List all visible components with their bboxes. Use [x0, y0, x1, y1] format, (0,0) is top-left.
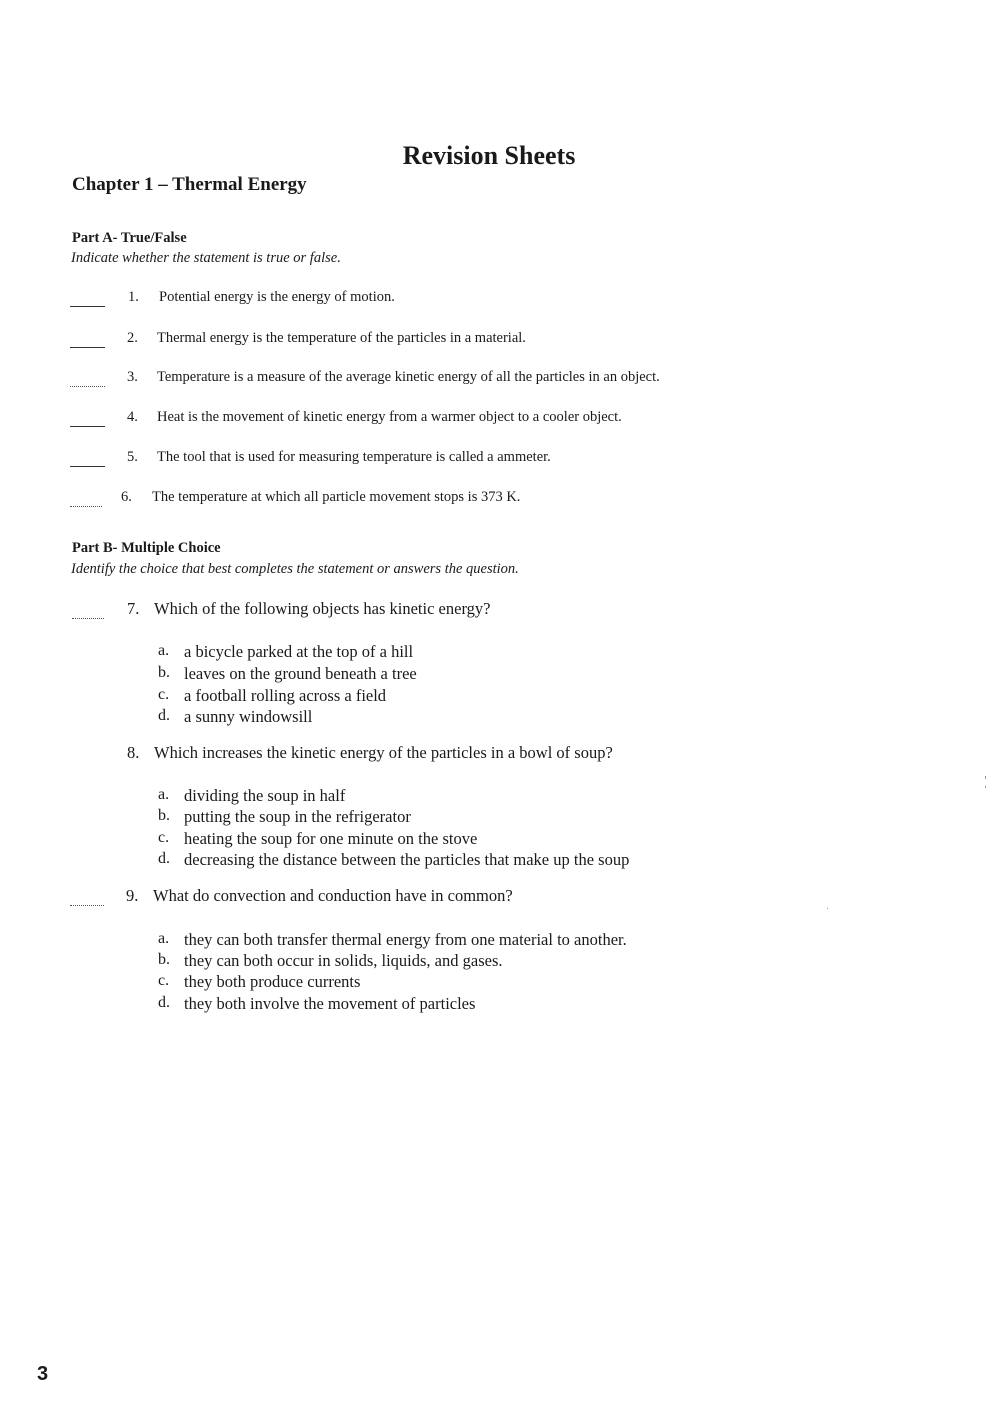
- question-number: 1.: [128, 289, 139, 305]
- answer-blank[interactable]: [70, 306, 105, 307]
- option-letter: b.: [158, 951, 170, 968]
- option-text[interactable]: a bicycle parked at the top of a hill: [184, 642, 414, 661]
- question-text: Which increases the kinetic energy of the particles in a bowl of soup?: [154, 743, 613, 762]
- option-text[interactable]: dividing the soup in half: [184, 786, 346, 805]
- question-number: 6.: [121, 489, 132, 505]
- question-text: The temperature at which all particle movement stops is 373 K.: [152, 489, 521, 505]
- answer-blank[interactable]: [70, 426, 105, 427]
- part-a-instructions: Indicate whether the statement is true or false.: [71, 250, 341, 266]
- answer-blank[interactable]: [70, 347, 105, 348]
- answer-blank[interactable]: [70, 466, 105, 467]
- option-letter: a.: [158, 930, 170, 947]
- question-number: 3.: [127, 369, 138, 385]
- question-number: 5.: [127, 449, 138, 465]
- question-number: 4.: [127, 409, 138, 425]
- question-text: Temperature is a measure of the average kinetic energy of all the particles in an object.: [157, 369, 660, 385]
- answer-blank[interactable]: [72, 618, 104, 619]
- question-number: 8.: [127, 743, 140, 762]
- option-text[interactable]: they both involve the movement of particles: [184, 994, 476, 1013]
- option-letter: a.: [158, 642, 170, 659]
- scan-speck: [985, 786, 986, 788]
- page-title: Revision Sheets: [402, 141, 576, 170]
- option-letter: a.: [158, 786, 170, 803]
- question-text: Thermal energy is the temperature of the particles in a material.: [157, 330, 526, 346]
- option-letter: c.: [158, 829, 170, 846]
- scan-speck: [827, 908, 828, 909]
- option-text[interactable]: heating the soup for one minute on the stove: [184, 829, 478, 848]
- part-b-instructions: Identify the choice that best completes the statement or answers the question.: [71, 561, 519, 577]
- question-text: The tool that is used for measuring temperature is called a ammeter.: [157, 449, 551, 465]
- answer-blank[interactable]: [70, 905, 104, 906]
- question-text: Potential energy is the energy of motion.: [159, 289, 395, 305]
- option-text[interactable]: they can both transfer thermal energy from one material to another.: [184, 930, 627, 949]
- part-b-title: Part B- Multiple Choice: [72, 540, 221, 556]
- question-text: What do convection and conduction have in common?: [153, 886, 513, 905]
- option-letter: d.: [158, 707, 170, 724]
- option-text[interactable]: they can both occur in solids, liquids, and gases.: [184, 951, 503, 970]
- question-number: 9.: [126, 886, 139, 905]
- page-number: 3: [37, 1363, 49, 1385]
- answer-blank[interactable]: [70, 386, 105, 387]
- option-text[interactable]: they both produce currents: [184, 972, 361, 991]
- option-letter: b.: [158, 664, 170, 681]
- question-number: 2.: [127, 330, 138, 346]
- option-text[interactable]: putting the soup in the refrigerator: [184, 807, 411, 826]
- option-letter: d.: [158, 994, 170, 1011]
- option-letter: d.: [158, 850, 170, 867]
- option-text[interactable]: a sunny windowsill: [184, 707, 313, 726]
- option-text[interactable]: leaves on the ground beneath a tree: [184, 664, 417, 683]
- chapter-heading: Chapter 1 – Thermal Energy: [72, 174, 307, 195]
- option-text[interactable]: decreasing the distance between the particles that make up the soup: [184, 850, 630, 869]
- scan-speck: [985, 776, 986, 779]
- part-a-title: Part A- True/False: [72, 230, 187, 246]
- question-text: Heat is the movement of kinetic energy from a warmer object to a cooler object.: [157, 409, 622, 425]
- answer-blank[interactable]: [70, 506, 102, 507]
- option-text[interactable]: a football rolling across a field: [184, 686, 387, 705]
- question-text: Which of the following objects has kinetic energy?: [154, 599, 491, 618]
- question-number: 7.: [127, 599, 140, 618]
- option-letter: c.: [158, 972, 170, 989]
- option-letter: b.: [158, 807, 170, 824]
- option-letter: c.: [158, 686, 170, 703]
